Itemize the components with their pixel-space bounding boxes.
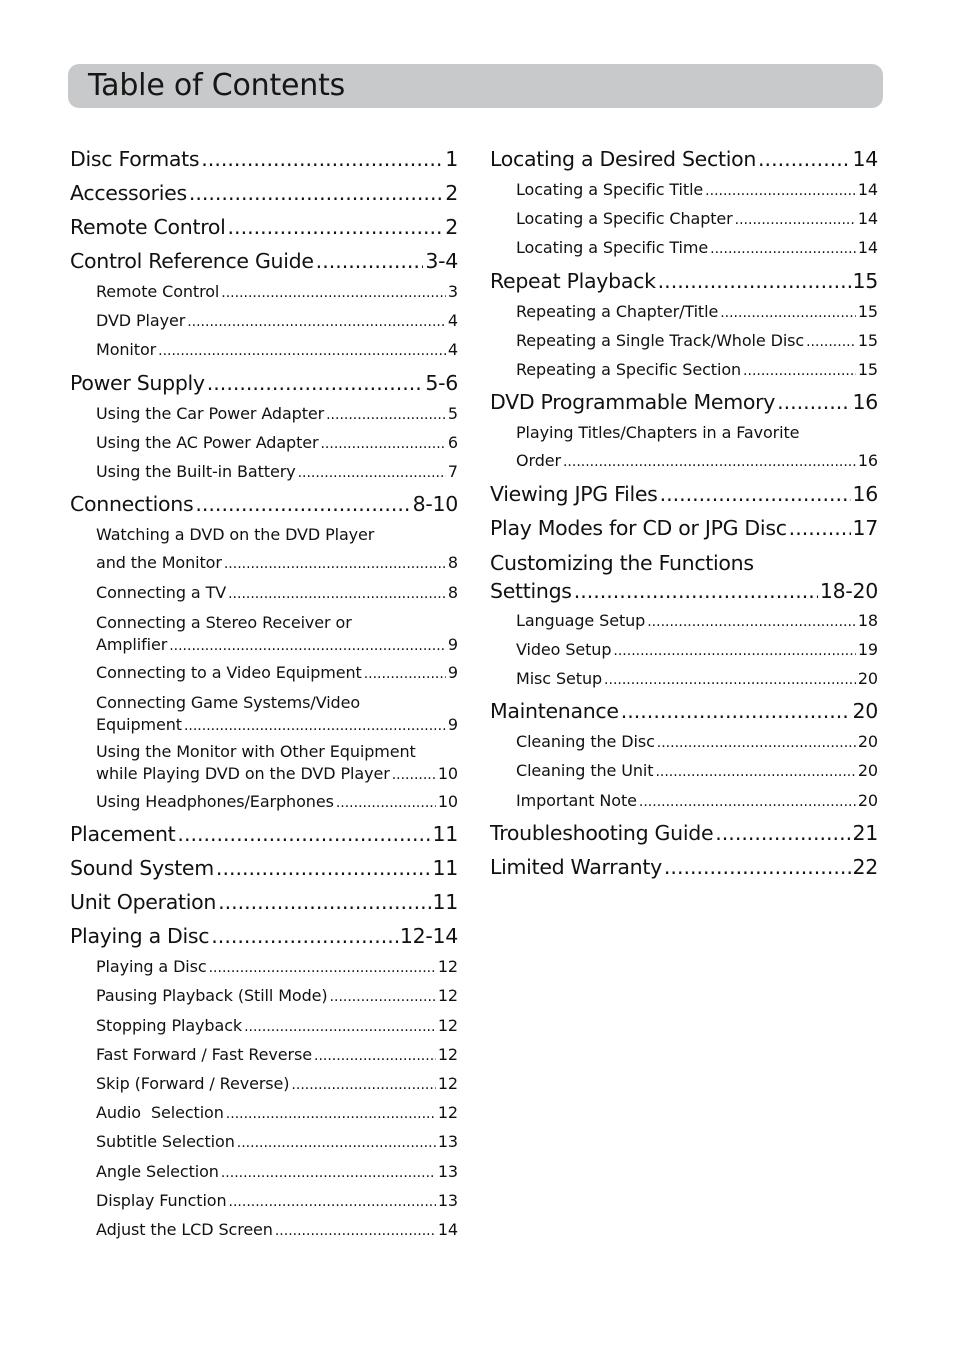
toc-subentry[interactable] xyxy=(96,692,458,737)
dot-leader xyxy=(364,660,446,688)
toc-entry-page: 2 xyxy=(445,181,458,205)
toc-subentry-label: Remote Control xyxy=(96,282,220,301)
dot-leader xyxy=(574,577,818,605)
toc-subentry-page: 12 xyxy=(437,1044,458,1064)
toc-right-column xyxy=(490,142,878,884)
toc-entry-page: 17 xyxy=(852,515,878,540)
dot-leader xyxy=(201,142,443,176)
toc-subentry-label-line1: Connecting Game Systems/Video xyxy=(96,693,361,713)
toc-subentry-label: Cleaning the Disc xyxy=(516,732,655,752)
dot-leader xyxy=(189,176,443,210)
toc-left-column xyxy=(70,142,458,1245)
toc-subentry-page: 19 xyxy=(857,639,878,659)
dot-leader xyxy=(169,635,446,657)
toc-subentry-page: 13 xyxy=(437,1161,458,1181)
toc-subentry-label: Using the AC Power Adapter xyxy=(96,432,319,452)
toc-subentry[interactable] xyxy=(516,665,878,694)
toc-subentry-page: 12 xyxy=(437,1074,458,1094)
toc-subentry-label: Cleaning the Unit xyxy=(516,761,654,781)
dot-leader xyxy=(639,788,856,816)
toc-subentry-page: 12 xyxy=(437,986,458,1006)
toc-subentry[interactable] xyxy=(516,327,878,356)
toc-entry-label: DVD Programmable Memory xyxy=(490,390,776,415)
toc-entry-label: Power Supply xyxy=(70,370,205,395)
dot-leader xyxy=(710,235,856,263)
toc-subentry[interactable] xyxy=(96,982,458,1011)
toc-entry-label: Accessories xyxy=(70,181,187,205)
toc-subentry[interactable] xyxy=(96,1216,458,1245)
toc-subentry-page: 14 xyxy=(857,180,878,199)
toc-subentry[interactable] xyxy=(516,298,878,327)
toc-subentry-label: Stopping Playback xyxy=(96,1015,243,1035)
toc-subentry[interactable] xyxy=(516,205,878,234)
toc-entry-page: 16 xyxy=(852,390,878,415)
toc-entry[interactable] xyxy=(490,549,878,605)
toc-subentry-page: 20 xyxy=(857,669,878,689)
toc-subentry-page: 4 xyxy=(447,311,458,331)
toc-subentry[interactable] xyxy=(516,234,878,263)
dot-leader xyxy=(806,328,856,356)
toc-subentry-page: 9 xyxy=(447,662,458,682)
toc-subentry-page: 9 xyxy=(447,634,458,654)
toc-entry[interactable] xyxy=(70,176,458,210)
toc-subentry[interactable] xyxy=(516,757,878,786)
toc-subentry-label: Audio Selection xyxy=(96,1103,224,1123)
toc-entry-page: 8-10 xyxy=(412,492,458,517)
toc-subentry-label: Locating a Specific Chapter xyxy=(516,209,733,229)
dot-leader xyxy=(218,885,430,919)
toc-entry[interactable] xyxy=(490,816,878,850)
toc-subentry[interactable] xyxy=(516,728,878,757)
toc-entry[interactable] xyxy=(70,885,458,919)
toc-entry[interactable] xyxy=(70,851,458,885)
toc-subentry[interactable] xyxy=(516,419,878,476)
toc-subentry[interactable] xyxy=(516,787,878,816)
dot-leader xyxy=(177,817,430,851)
dot-leader xyxy=(735,206,856,234)
toc-subentry-label: while Playing DVD on the DVD Player xyxy=(96,764,390,784)
toc-subentry-label: Fast Forward / Fast Reverse xyxy=(96,1044,312,1064)
toc-subentry-label: DVD Player xyxy=(96,311,186,331)
toc-entry[interactable] xyxy=(70,487,458,521)
toc-entry-page: 11 xyxy=(432,890,458,915)
toc-subentry-label: Connecting to a Video Equipment xyxy=(96,662,362,682)
toc-entry-label: Viewing JPG Files xyxy=(490,481,658,506)
dot-leader xyxy=(209,954,436,982)
toc-subentry-page: 20 xyxy=(857,761,878,781)
toc-subentry-page: 8 xyxy=(447,582,458,602)
toc-entry-page: 20 xyxy=(852,699,878,724)
toc-subentry-label-line1: Connecting a Stereo Receiver or xyxy=(96,612,352,632)
toc-entry-label: Remote Control xyxy=(70,215,226,239)
dot-leader xyxy=(758,142,850,176)
toc-subentry-page: 18 xyxy=(857,610,878,630)
dot-leader xyxy=(330,983,436,1011)
toc-subentry-label: Using Headphones/Earphones xyxy=(96,792,334,812)
toc-subentry-page: 12 xyxy=(437,1103,458,1123)
toc-subentry-page: 14 xyxy=(437,1220,458,1240)
toc-entry[interactable] xyxy=(70,210,458,244)
toc-subentry[interactable] xyxy=(96,1158,458,1187)
toc-entry-label: Maintenance xyxy=(490,699,619,724)
dot-leader xyxy=(316,244,424,278)
toc-subentry-label: and the Monitor xyxy=(96,553,222,573)
toc-subentry-page: 15 xyxy=(857,360,878,380)
toc-subentry[interactable] xyxy=(96,1099,458,1128)
toc-entry-page: 14 xyxy=(852,147,878,171)
toc-entry-label: Unit Operation xyxy=(70,890,217,915)
toc-subentry-page: 9 xyxy=(447,715,458,735)
toc-entry[interactable] xyxy=(490,477,878,511)
toc-subentry[interactable] xyxy=(96,1128,458,1157)
dot-leader xyxy=(291,1071,435,1099)
toc-subentry-page: 6 xyxy=(447,432,458,452)
toc-subentry[interactable] xyxy=(516,176,878,205)
dot-leader xyxy=(195,487,410,521)
toc-subentry-page: 5 xyxy=(447,403,458,423)
toc-entry-label: Play Modes for CD or JPG Disc xyxy=(490,515,787,540)
dot-leader xyxy=(244,1013,436,1041)
toc-subentry[interactable] xyxy=(96,521,458,578)
toc-entry[interactable] xyxy=(490,850,878,884)
toc-subentry[interactable] xyxy=(96,953,458,982)
toc-entry-page: 21 xyxy=(852,820,878,845)
toc-entry-page: 12-14 xyxy=(399,924,458,949)
toc-entry-page: 15 xyxy=(852,268,878,293)
toc-entry[interactable] xyxy=(490,385,878,419)
toc-subentry-page: 13 xyxy=(437,1190,458,1210)
toc-subentry-label: Locating a Specific Time xyxy=(516,238,709,258)
toc-subentry-label: Amplifier xyxy=(96,634,168,654)
toc-entry-page: 11 xyxy=(432,856,458,881)
title-bar xyxy=(68,64,883,108)
dot-leader xyxy=(392,764,436,786)
toc-entry[interactable] xyxy=(490,142,878,176)
dot-leader xyxy=(743,357,856,385)
toc-subentry-page: 12 xyxy=(437,1015,458,1035)
toc-entry-label: Locating a Desired Section xyxy=(490,147,757,171)
toc-subentry-label: Order xyxy=(516,451,561,471)
dot-leader xyxy=(336,789,436,817)
toc-entry-page: 18-20 xyxy=(819,578,878,603)
toc-entry-page: 5-6 xyxy=(425,370,458,395)
toc-entry[interactable] xyxy=(70,366,458,400)
toc-entry-page: 1 xyxy=(445,147,458,171)
toc-entry[interactable] xyxy=(70,142,458,176)
toc-subentry[interactable] xyxy=(96,659,458,688)
toc-entry-page: 2 xyxy=(445,215,458,239)
toc-subentry-page: 4 xyxy=(447,340,458,360)
toc-subentry-label: Misc Setup xyxy=(516,669,603,689)
dot-leader xyxy=(657,729,856,757)
dot-leader xyxy=(655,758,855,786)
toc-subentry-label-line1: Playing Titles/Chapters in a Favorite xyxy=(516,423,800,443)
toc-subentry-label: Important Note xyxy=(516,790,637,810)
dot-leader xyxy=(229,1188,436,1216)
dot-leader xyxy=(647,608,856,636)
toc-entry[interactable] xyxy=(490,694,878,728)
dot-leader xyxy=(563,448,856,476)
toc-subentry[interactable] xyxy=(96,1187,458,1216)
dot-leader xyxy=(320,430,445,458)
toc-subentry-label: Angle Selection xyxy=(96,1161,219,1181)
toc-subentry-page: 7 xyxy=(447,462,458,482)
page-title: Table of Contents xyxy=(88,68,346,103)
dot-leader xyxy=(224,550,446,578)
toc-subentry[interactable] xyxy=(96,579,458,608)
toc-entry[interactable] xyxy=(70,244,458,278)
toc-entry[interactable] xyxy=(490,511,878,545)
toc-subentry[interactable] xyxy=(96,278,458,307)
toc-entry-label: Limited Warranty xyxy=(490,854,662,879)
dot-leader xyxy=(789,511,851,545)
dot-leader xyxy=(660,477,851,511)
toc-subentry-page: 14 xyxy=(857,209,878,229)
dot-leader xyxy=(207,366,424,400)
toc-subentry[interactable] xyxy=(96,1041,458,1070)
dot-leader xyxy=(184,715,446,737)
dot-leader xyxy=(275,1217,436,1245)
dot-leader xyxy=(777,385,850,419)
toc-entry-label: Settings xyxy=(490,578,572,603)
toc-entry-label: Connections xyxy=(70,492,194,517)
dot-leader xyxy=(314,1042,436,1070)
toc-subentry-page: 20 xyxy=(857,732,878,752)
toc-subentry-label: Display Function xyxy=(96,1190,227,1210)
dot-leader xyxy=(228,210,444,244)
toc-subentry[interactable] xyxy=(516,356,878,385)
toc-subentry-label: Subtitle Selection xyxy=(96,1132,235,1152)
dot-leader xyxy=(158,337,446,365)
dot-leader xyxy=(228,580,446,608)
dot-leader xyxy=(221,1159,436,1187)
toc-subentry-page: 14 xyxy=(857,238,878,258)
toc-subentry[interactable] xyxy=(96,788,458,817)
toc-subentry[interactable] xyxy=(96,307,458,336)
toc-subentry-label: Pausing Playback (Still Mode) xyxy=(96,986,328,1006)
toc-subentry-page: 15 xyxy=(857,330,878,350)
dot-leader xyxy=(211,919,398,953)
toc-subentry-label: Language Setup xyxy=(516,610,646,630)
toc-subentry[interactable] xyxy=(96,612,458,657)
toc-subentry[interactable] xyxy=(96,336,458,365)
toc-subentry-label: Monitor xyxy=(96,340,157,360)
toc-subentry-label: Equipment xyxy=(96,715,182,735)
toc-subentry-label: Locating a Specific Title xyxy=(516,180,704,199)
toc-subentry-label-line1: Watching a DVD on the DVD Player xyxy=(96,525,375,545)
toc-entry-page: 22 xyxy=(852,854,878,879)
toc-subentry-page: 13 xyxy=(437,1132,458,1152)
dot-leader xyxy=(226,1100,436,1128)
toc-entry-label: Placement xyxy=(70,822,176,847)
toc-subentry-page: 10 xyxy=(437,792,458,812)
toc-entry-label: Troubleshooting Guide xyxy=(490,820,714,845)
toc-entry-page: 3-4 xyxy=(425,249,458,273)
toc-entry-label-line1: Customizing the Functions xyxy=(490,550,754,575)
toc-subentry-label: Using the Car Power Adapter xyxy=(96,403,325,423)
toc-subentry[interactable] xyxy=(96,400,458,429)
toc-entry[interactable] xyxy=(70,919,458,953)
dot-leader xyxy=(720,299,856,327)
toc-subentry-label: Repeating a Chapter/Title xyxy=(516,301,719,321)
toc-subentry-page: 20 xyxy=(857,790,878,810)
toc-entry-label: Repeat Playback xyxy=(490,268,656,293)
toc-subentry-label: Repeating a Single Track/Whole Disc xyxy=(516,330,805,350)
toc-entry-label: Playing a Disc xyxy=(70,924,210,949)
toc-subentry-page: 8 xyxy=(447,553,458,573)
toc-subentry-label: Video Setup xyxy=(516,639,612,659)
toc-subentry[interactable] xyxy=(96,458,458,487)
dot-leader xyxy=(326,401,446,429)
toc-subentry-label: Repeating a Specific Section xyxy=(516,360,742,380)
toc-subentry-page: 12 xyxy=(437,957,458,977)
dot-leader xyxy=(621,694,851,728)
toc-subentry-page: 10 xyxy=(437,764,458,784)
dot-leader xyxy=(216,851,431,885)
dot-leader xyxy=(237,1129,436,1157)
toc-subentry[interactable] xyxy=(96,1012,458,1041)
toc-subentry[interactable] xyxy=(516,607,878,636)
toc-entry-label: Control Reference Guide xyxy=(70,249,314,273)
dot-leader xyxy=(187,308,446,336)
toc-entry-label: Disc Formats xyxy=(70,147,200,171)
toc-entry[interactable] xyxy=(490,264,878,298)
toc-subentry-label: Playing a Disc xyxy=(96,957,207,977)
toc-subentry-label: Skip (Forward / Reverse) xyxy=(96,1074,290,1094)
dot-leader xyxy=(705,177,856,205)
toc-subentry-label: Using the Built-in Battery xyxy=(96,462,296,482)
toc-entry-page: 16 xyxy=(852,481,878,506)
toc-subentry[interactable] xyxy=(96,429,458,458)
dot-leader xyxy=(613,637,855,665)
toc-subentry[interactable] xyxy=(516,636,878,665)
toc-entry-page: 11 xyxy=(432,822,458,847)
dot-leader xyxy=(664,850,851,884)
toc-subentry-page: 3 xyxy=(447,282,458,301)
dot-leader xyxy=(715,816,850,850)
toc-subentry[interactable] xyxy=(96,741,458,786)
dot-leader xyxy=(298,459,446,487)
toc-subentry-page: 15 xyxy=(857,301,878,321)
dot-leader xyxy=(658,264,851,298)
toc-subentry-page: 16 xyxy=(857,451,878,471)
dot-leader xyxy=(221,279,446,307)
toc-subentry-label: Adjust the LCD Screen xyxy=(96,1220,273,1240)
toc-subentry[interactable] xyxy=(96,1070,458,1099)
toc-subentry-label-line1: Using the Monitor with Other Equipment xyxy=(96,742,416,762)
toc-subentry-label: Connecting a TV xyxy=(96,582,227,602)
dot-leader xyxy=(604,666,856,694)
toc-entry-label: Sound System xyxy=(70,856,214,881)
toc-entry[interactable] xyxy=(70,817,458,851)
